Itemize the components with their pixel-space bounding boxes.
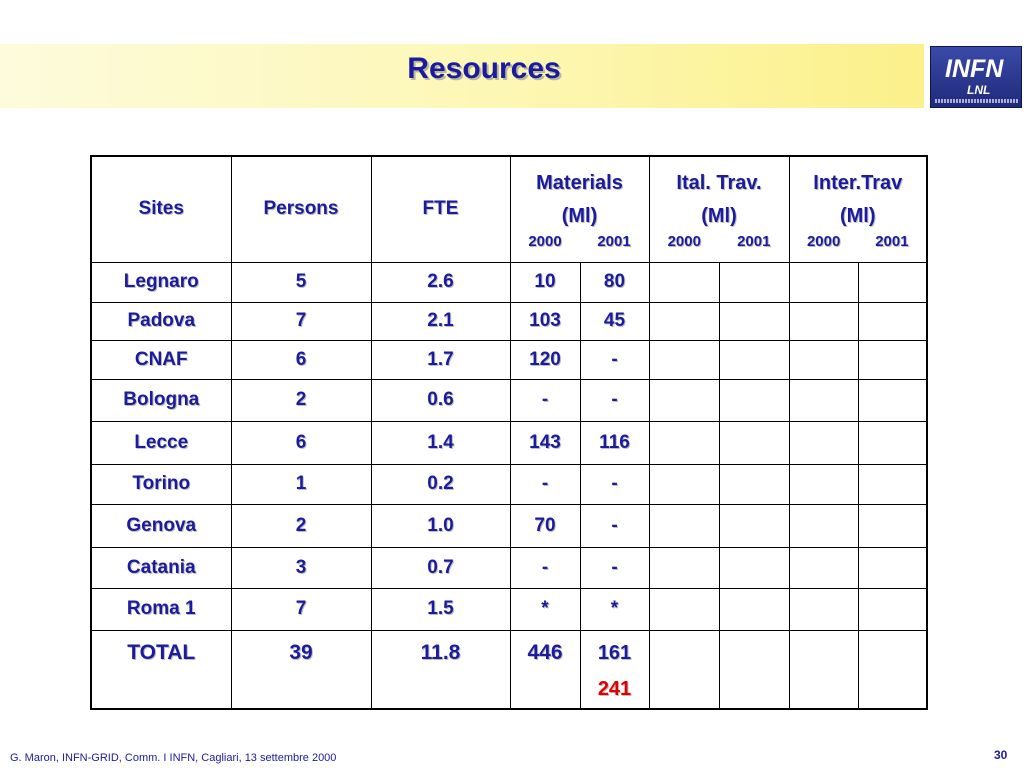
cell-materials-2001: 80 (580, 262, 649, 302)
cell-materials-2000: - (510, 464, 580, 504)
cell-empty (719, 504, 789, 547)
cell-empty (719, 340, 789, 379)
cell-materials-2001: - (580, 340, 649, 379)
header-inter-trav-unit: (Ml) (839, 205, 876, 228)
cell-materials-2001: * (580, 588, 649, 630)
cell-empty (858, 262, 927, 302)
cell-site: Torino (91, 464, 231, 504)
cell-materials-2001: - (580, 464, 649, 504)
cell-empty (789, 588, 858, 630)
cell-empty (789, 340, 858, 379)
header-materials-years (511, 231, 649, 253)
cell-empty (719, 379, 789, 421)
cell-fte: 0.6 (371, 379, 510, 421)
cell-empty (858, 340, 927, 379)
cell-site: Bologna (91, 379, 231, 421)
logo-fine-print (935, 99, 1019, 103)
cell-empty (649, 504, 719, 547)
cell-materials-2000: 103 (510, 302, 580, 340)
cell-empty (858, 379, 927, 421)
cell-empty (719, 547, 789, 588)
cell-empty (789, 504, 858, 547)
cell-materials-2000: * (510, 588, 580, 630)
cell-fte: 0.2 (371, 464, 510, 504)
footer-credit: G. Maron, INFN-GRID, Comm. I INFN, Cagliari, 13 settembre 2000 (10, 752, 337, 764)
cell-empty (649, 464, 719, 504)
resources-table (90, 155, 928, 710)
cell-empty (649, 547, 719, 588)
header-materials (510, 156, 649, 262)
table-row (91, 547, 927, 588)
cell-materials-2001: 45 (580, 302, 649, 340)
cell-fte: 1.0 (371, 504, 510, 547)
header-materials-unit: (Ml) (561, 205, 598, 228)
cell-empty (858, 630, 927, 709)
total-label: TOTAL (91, 630, 231, 709)
cell-materials-2001: - (580, 379, 649, 421)
header-ital-trav (649, 156, 789, 262)
cell-empty (649, 421, 719, 464)
cell-materials-2000: 10 (510, 262, 580, 302)
header-sites: Sites (91, 156, 231, 262)
cell-materials-2000: 143 (510, 421, 580, 464)
cell-empty (719, 588, 789, 630)
total-materials-2001 (580, 630, 649, 709)
cell-fte: 2.6 (371, 262, 510, 302)
cell-persons: 5 (231, 262, 371, 302)
cell-persons: 2 (231, 504, 371, 547)
cell-persons: 3 (231, 547, 371, 588)
table-row (91, 588, 927, 630)
logo-main-text: INFN (945, 55, 1004, 83)
cell-empty (858, 504, 927, 547)
cell-site: Legnaro (91, 262, 231, 302)
cell-materials-2000: - (510, 379, 580, 421)
year-2001: 2001 (597, 233, 631, 251)
header-inter-trav-label: Inter.Trav (813, 172, 903, 195)
cell-persons: 2 (231, 379, 371, 421)
header-inter-trav-years (790, 231, 927, 253)
header-inter-trav (789, 156, 927, 262)
cell-empty (789, 464, 858, 504)
cell-empty (858, 421, 927, 464)
cell-materials-2001: - (580, 547, 649, 588)
table-row (91, 464, 927, 504)
table-row (91, 504, 927, 547)
infn-logo (930, 46, 1022, 108)
cell-empty (789, 302, 858, 340)
cell-empty (858, 547, 927, 588)
cell-persons: 7 (231, 302, 371, 340)
cell-materials-2001: - (580, 504, 649, 547)
page-number: 30 (994, 748, 1008, 762)
cell-empty (858, 588, 927, 630)
year-2000: 2000 (806, 233, 841, 251)
cell-empty (789, 630, 858, 709)
cell-empty (719, 464, 789, 504)
cell-empty (858, 302, 927, 340)
cell-fte: 2.1 (371, 302, 510, 340)
cell-fte: 1.7 (371, 340, 510, 379)
cell-fte: 1.4 (371, 421, 510, 464)
year-2001: 2001 (737, 233, 771, 251)
header-ital-trav-years (650, 231, 789, 253)
cell-empty (649, 262, 719, 302)
cell-materials-2000: 70 (510, 504, 580, 547)
cell-empty (719, 421, 789, 464)
table-row (91, 302, 927, 340)
total-persons: 39 (231, 630, 371, 709)
cell-site: Lecce (91, 421, 231, 464)
slide-title: Resources (407, 52, 561, 85)
table-row (91, 379, 927, 421)
year-2000: 2000 (528, 233, 562, 251)
year-2000: 2000 (667, 233, 701, 251)
cell-empty (719, 302, 789, 340)
cell-fte: 0.7 (371, 547, 510, 588)
total-materials-2000: 446 (510, 630, 580, 709)
cell-persons: 1 (231, 464, 371, 504)
cell-empty (719, 630, 789, 709)
cell-empty (789, 379, 858, 421)
cell-materials-2001: 116 (580, 421, 649, 464)
table-row (91, 340, 927, 379)
table-row (91, 421, 927, 464)
cell-empty (719, 262, 789, 302)
header-persons: Persons (231, 156, 371, 262)
cell-persons: 6 (231, 340, 371, 379)
header-ital-trav-label: Ital. Trav. (676, 172, 762, 195)
cell-empty (649, 379, 719, 421)
year-2001: 2001 (875, 233, 909, 251)
cell-site: Padova (91, 302, 231, 340)
header-ital-trav-unit: (Ml) (701, 205, 737, 228)
cell-materials-2000: - (510, 547, 580, 588)
header-row (91, 156, 927, 262)
cell-site: Genova (91, 504, 231, 547)
cell-materials-2000: 120 (510, 340, 580, 379)
cell-empty (649, 588, 719, 630)
total-fte: 11.8 (371, 630, 510, 709)
cell-empty (789, 262, 858, 302)
cell-empty (649, 302, 719, 340)
cell-site: CNAF (91, 340, 231, 379)
total-row (91, 630, 927, 709)
total-materials-2001-value: 161 (597, 641, 632, 664)
cell-persons: 7 (231, 588, 371, 630)
cell-empty (789, 547, 858, 588)
cell-persons: 6 (231, 421, 371, 464)
cell-site: Catania (91, 547, 231, 588)
table-row (91, 262, 927, 302)
cell-empty (858, 464, 927, 504)
header-fte: FTE (371, 156, 510, 262)
cell-site: Roma 1 (91, 588, 231, 630)
total-materials-2001-alt-value: 241 (597, 677, 632, 700)
cell-fte: 1.5 (371, 588, 510, 630)
cell-empty (649, 340, 719, 379)
logo-sub-text: LNL (967, 83, 991, 97)
cell-empty (649, 630, 719, 709)
header-materials-label: Materials (536, 172, 623, 195)
cell-empty (789, 421, 858, 464)
